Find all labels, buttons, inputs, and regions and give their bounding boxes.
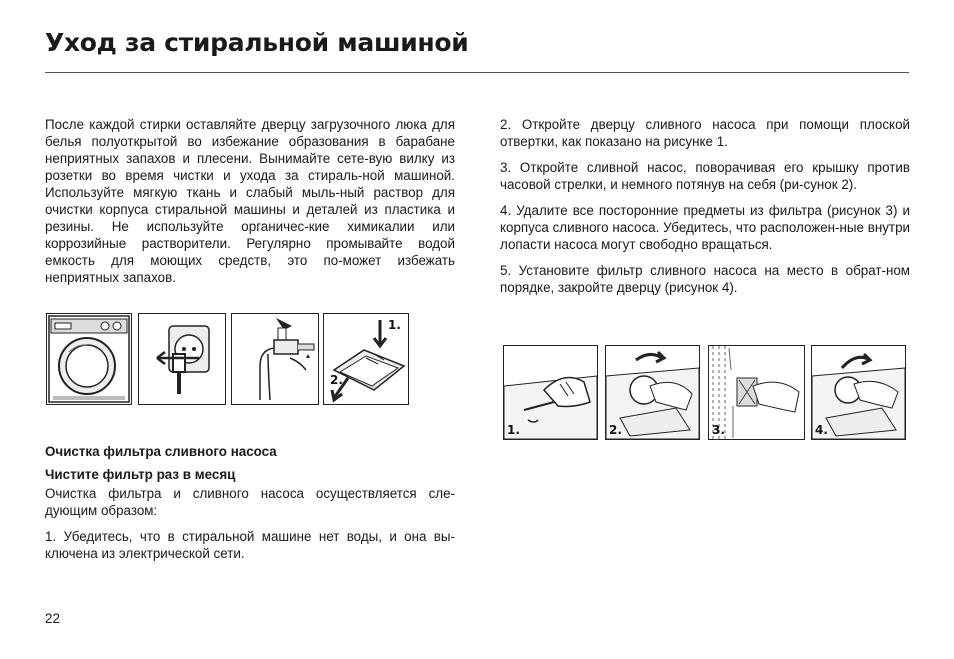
bottom-figure-label-3: 3. [712, 423, 725, 437]
filter-cleaning-illustration [708, 345, 805, 440]
left-column [45, 116, 455, 295]
unplug-illustration [138, 313, 226, 405]
step-4-paragraph: 4. Удалите все посторонние предметы из фильтра (рисунок 3) и корпуса сливного насоса. Убедитесь, что расположен-ные внутри лопасти насоса могут свободно вращаться. [500, 203, 910, 252]
washing-machine-illustration [46, 313, 132, 405]
bottom-figure-label-2: 2. [609, 423, 622, 437]
title-divider [45, 72, 909, 73]
step-5-paragraph: 5. Установите фильтр сливного насоса на место в обрат-ном порядке, закройте дверцу (рисунок 4). [500, 263, 910, 295]
step-1-paragraph: 1. Убедитесь, что в стиральной машине нет воды, и она вы-ключена из электрической сети. [45, 529, 455, 561]
filter-cleaning-text [45, 485, 455, 571]
pump-door-open-illustration [503, 345, 598, 440]
intro-paragraph: После каждой стирки оставляйте дверцу загрузочного люка для белья полуоткрытой во избежание образования в барабане неприятных запахов и плесени. Вынимайте сете-вую вилку из розетки во время чистки и ухода за стираль-ной машиной. Используйте мягкую ткань и слабый мыль-ный раствор для очистки корпуса стиральной машины и деталей из пластика и резины. Не используйте органичес-кие химикалии или коррозийные растворители. Регулярно промывайте водой емкость для моющих средств, это по-может избежать неприятных запахов. [45, 117, 455, 285]
filter-lead-paragraph: Очистка фильтра и сливного насоса осуществляется сле-дующим образом: [45, 486, 455, 518]
detergent-drawer-illustration [323, 313, 409, 405]
section-subheading: Чистите фильтр раз в месяц [45, 467, 236, 482]
top-figure-label-2: 2. [330, 373, 343, 387]
pump-cover-unscrew-illustration [605, 345, 700, 440]
top-figure-label-1: 1. [388, 318, 401, 332]
section-heading: Очистка фильтра сливного насоса [45, 444, 277, 459]
bottom-figure-label-1: 1. [507, 423, 520, 437]
page-title: Уход за стиральной машиной [45, 28, 469, 57]
bottom-figure-label-4: 4. [815, 423, 828, 437]
pump-cover-close-illustration [811, 345, 906, 440]
right-column [500, 116, 910, 305]
water-tap-illustration [231, 313, 319, 405]
step-3-paragraph: 3. Откройте сливной насос, поворачивая его крышку против часовой стрелки, и немного потянув на себя (ри-сунок 2). [500, 160, 910, 192]
page-number: 22 [45, 611, 60, 626]
step-2-paragraph: 2. Откройте дверцу сливного насоса при помощи плоской отвертки, как показано на рисунке 1. [500, 117, 910, 149]
